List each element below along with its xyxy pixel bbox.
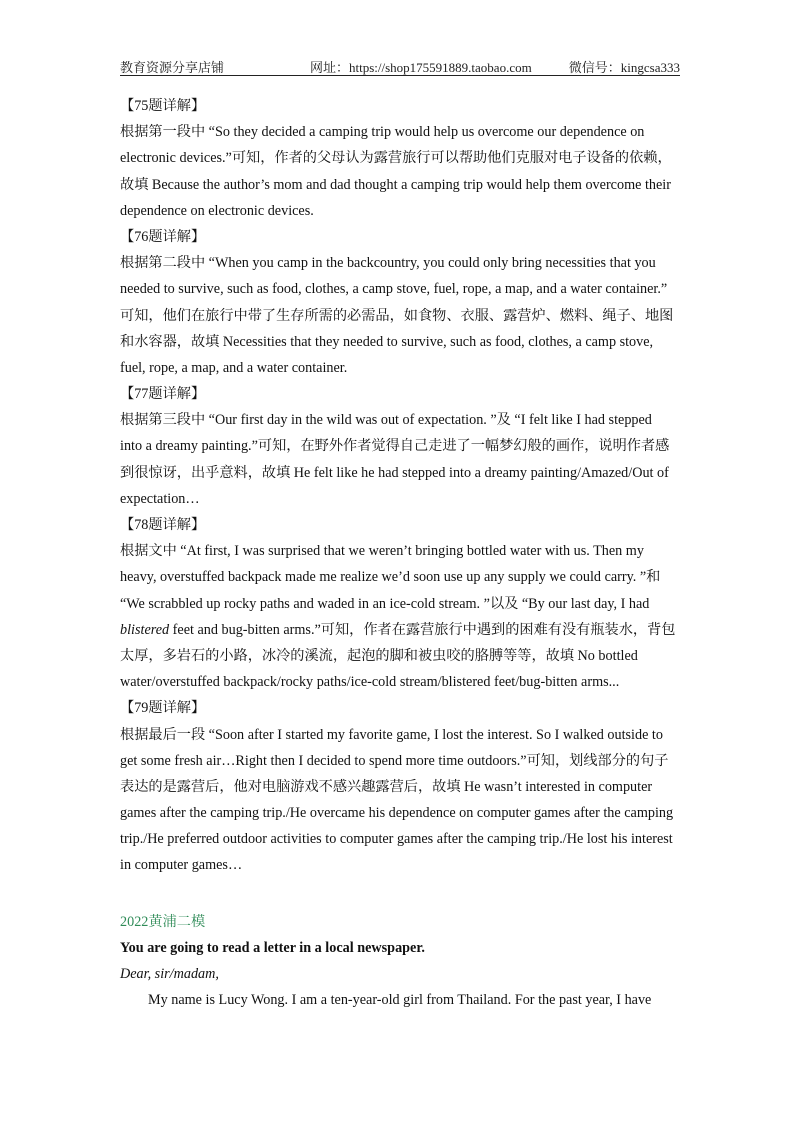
q78-line: 太厚，多岩石的小路，冰冷的溪流，起泡的脚和被虫咬的胳膊等等，故填 No bottled: [120, 647, 638, 664]
header-url: 网址：https://shop175591889.taobao.com: [310, 60, 532, 75]
q76-line: needed to survive, such as food, clothes, a camp stove, fuel, rope, a map, and a water container.”: [120, 281, 668, 298]
q79-line: games after the camping trip./He overcame his dependence on computer games after the camping: [120, 805, 674, 822]
q76-line: 和水容器，故填 Necessities that they needed to survive, such as food, clothes, a camp stove,: [120, 333, 654, 350]
q76-line: 根据第二段中 “When you camp in the backcountry, you could only bring necessities that you: [120, 255, 656, 272]
page-header: [120, 57, 680, 76]
q77-heading: 【77题详解】: [120, 386, 206, 403]
q78-heading: 【78题详解】: [120, 517, 206, 533]
q79-line: 根据最后一段 “Soon after I started my favorite game, I lost the interest. So I walked outside to: [120, 726, 663, 743]
q78-line-rest: feet and bug-bitten arms.”可知，作者在露营旅行中遇到的困难有没有瓶装水，背包: [169, 621, 676, 638]
q76-line: 可知，他们在旅行中带了生存所需的必需品，如食物、衣服、露营炉、燃料、绳子、地图: [120, 307, 674, 324]
q76-line: fuel, rope, a map, and a water container.: [120, 359, 348, 376]
q79-line: trip./He preferred outdoor activities to computer games after the camping trip./He lost his interest: [120, 831, 673, 848]
section-spacer: [120, 879, 680, 909]
section-instruction: You are going to read a letter in a local newspaper.: [120, 939, 425, 956]
q78-line: heavy, overstuffed backpack made me realize we’d soon use up any supply we could carry. ”和: [120, 569, 661, 586]
q78-line: 根据文中 “At first, I was surprised that we weren’t bringing bottled water with us. Then my: [120, 543, 644, 560]
letter-first-line: My name is Lucy Wong. I am a ten-year-old girl from Thailand. For the past year, I have: [148, 992, 652, 1009]
letter-salutation: Dear, sir/madam,: [120, 966, 219, 982]
q79-line: get some fresh air…Right then I decided to spend more time outdoors.”可知，划线部分的句子: [120, 752, 669, 769]
q79-heading: 【79题详解】: [120, 700, 206, 717]
header-wechat: 微信号：kingcsa333: [568, 60, 680, 75]
section-title: 2022黄浦二模: [120, 913, 206, 930]
q75-line: dependence on electronic devices.: [120, 202, 314, 219]
q77-line: 根据第三段中 “Our first day in the wild was out of expectation. ”及 “I felt like I had stepped: [120, 412, 652, 429]
q75-line: 根据第一段中 “So they decided a camping trip would help us overcome our dependence on: [120, 124, 645, 141]
q76-heading: 【76题详解】: [120, 228, 206, 245]
q75-line: 故填 Because the author’s mom and dad thought a camping trip would help them overcome their: [120, 176, 671, 193]
document-body: [120, 93, 680, 1013]
q79-line: in computer games…: [120, 857, 243, 874]
q77-line: 到很惊讶，出乎意料，故填 He felt like he had stepped into a dreamy painting/Amazed/Out of: [120, 464, 669, 481]
q78-line: “We scrabbled up rocky paths and waded in an ice-cold stream. ”以及 “By our last day, I had: [120, 595, 650, 612]
q77-line: into a dreamy painting.”可知，在野外作者觉得自己走进了一幅梦幻般的画作，说明作者感: [120, 438, 670, 455]
q78-line: [120, 617, 680, 643]
q78-italic-word: blistered: [120, 621, 170, 638]
header-shop-name: 教育资源分享店铺: [120, 60, 225, 75]
q78-line: water/overstuffed backpack/rocky paths/ice-cold stream/blistered feet/bug-bitten arms...: [120, 674, 620, 691]
q75-line: electronic devices.”可知，作者的父母认为露营旅行可以帮助他们克服对电子设备的依赖，: [120, 150, 672, 167]
q79-line: 表达的是露营后，他对电脑游戏不感兴趣露营后，故填 He wasn’t interested in computer: [120, 778, 653, 795]
q75-heading: 【75题详解】: [120, 98, 206, 114]
q77-line: expectation…: [120, 490, 200, 507]
